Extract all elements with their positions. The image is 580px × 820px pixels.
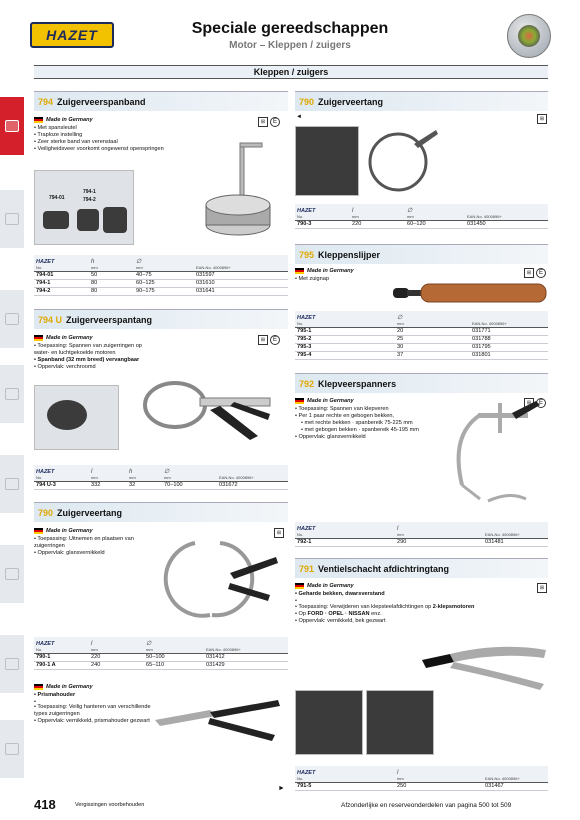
brake-icon	[5, 388, 19, 400]
product-image-prismahouder	[150, 690, 285, 750]
tool-icon	[5, 213, 19, 225]
table-row: 795-2 25 031788	[295, 335, 548, 343]
section-header-792: 792 Klepveerspanners	[295, 373, 548, 393]
german-flag-icon	[34, 684, 43, 690]
made-in-germany: Made in Germany	[34, 117, 93, 123]
table-row: 790-1 A 240 65–110 031429	[34, 661, 288, 669]
ruler-icon: ⊞	[258, 117, 268, 127]
made-in-germany: Made in Germany	[295, 583, 354, 589]
section-header-794: 794 Zuigerveerspanband	[34, 91, 288, 111]
tool-icon	[5, 568, 19, 580]
product-photo-794u-applied	[34, 385, 119, 450]
table-row: 795-1 20 031771	[295, 327, 548, 335]
ruler-icon: ⊞	[524, 398, 534, 408]
feature-list: • Toepassing: Spannen van zuigerringen op water- en luchtgekoelde motoren • Spanband (32 mm breed) vervangbaar • Oppervlak: verchroomd	[34, 343, 144, 371]
tool-icon	[5, 478, 19, 490]
product-image-790	[150, 535, 280, 625]
product-photo-791-applied-2	[366, 690, 434, 755]
spec-icons	[258, 117, 280, 127]
spec-table-790: HAZET No. l mm ∅ mm EAN-No. 4000896+ 790-1 220 50–100 031412 790-1 A 240 65–110 031429	[34, 637, 288, 670]
product-image-792	[440, 395, 545, 513]
next-arrow-icon[interactable]: ►	[278, 785, 285, 792]
category-badge-icon	[507, 14, 551, 58]
table-row: 795-4 37 031801	[295, 351, 548, 359]
german-flag-icon	[295, 583, 304, 589]
e-spec-icon: E	[536, 398, 546, 408]
spec-table-794: HAZET No. h mm ∅ mm EAN-No. 4000896+ 794-01 50 40–75 031597 794-1 80 60–125 031610 794-2 80 90–175 031641	[34, 255, 288, 296]
ruler-icon: ⊞	[258, 335, 268, 345]
footer-reference: Afzonderlijke en reserveonderdelen van pagina 500 tot 509	[341, 802, 512, 809]
made-in-germany: Made in Germany	[34, 684, 93, 690]
product-photo-791-applied-1	[295, 690, 363, 755]
table-row: 794-01 50 40–75 031597	[34, 271, 288, 279]
page-subtitle: Motor – Kleppen / zuigers	[229, 40, 351, 51]
ruler-icon: ⊞	[537, 114, 547, 124]
feature-list: • Met spansleutel • Traploze instelling • Zeer sterke band van verenstaal • Veiligheidsveer voorkomt ongewenst openspringen	[34, 125, 254, 153]
table-row: 795-3 30 031795	[295, 343, 548, 351]
tool-icon	[5, 658, 19, 670]
ruler-icon: ⊞	[537, 583, 547, 593]
product-image-791	[420, 632, 548, 692]
engine-icon	[5, 120, 19, 132]
tool-icon	[5, 313, 19, 325]
german-flag-icon	[34, 117, 43, 123]
table-row: 790-1 220 50–100 031412	[34, 653, 288, 661]
product-image-794u	[140, 370, 280, 450]
spec-table-790-3: HAZET No. l mm ∅ mm EAN-No. 4000896+ 790-3 220 60–120 031450	[295, 204, 548, 229]
table-row: 794-1 80 60–125 031610	[34, 279, 288, 287]
side-tab-4[interactable]	[0, 365, 24, 425]
footer-note: Vergissingen voorbehouden	[75, 802, 145, 808]
spec-table-792: HAZET No. l mm EAN-No. 4000896+ 792-1 290 031481	[295, 522, 548, 547]
side-tab-8[interactable]	[0, 720, 24, 780]
ruler-icon: ⊞	[274, 528, 284, 538]
german-flag-icon	[295, 398, 304, 404]
section-header-790: 790 Zuigerveertang	[34, 502, 288, 522]
section-header-794u: 794 U Zuigerveerspantang	[34, 309, 288, 329]
made-in-germany: Made in Germany	[295, 268, 354, 274]
side-tab-7[interactable]	[0, 635, 24, 695]
spec-icons	[537, 114, 547, 124]
made-in-germany: Made in Germany	[34, 335, 93, 341]
feature-list: • Met zuignap	[295, 276, 395, 283]
page-title: Speciale gereedschappen	[191, 20, 389, 37]
side-tab-5[interactable]	[0, 455, 24, 515]
feature-list: • Toepassing: Spannen van klepveren • Per 1 paar rechte en gebogen bekken, • met rechte bekken · spanbereik 75-225 mm • met gebogen bekken · spanbereik 45-195 mm • Oppervlak: glansvernikkeld	[295, 406, 465, 441]
ruler-icon: ⊞	[524, 268, 534, 278]
product-image-794	[180, 135, 280, 245]
side-tab-2[interactable]	[0, 190, 24, 250]
table-row: 790-3 220 60–120 031450	[295, 220, 548, 228]
spec-table-794u: HAZET No. l mm h mm ∅ mm EAN-No. 4000896+ 794 U-3 332 32 70–100 031672	[34, 465, 288, 490]
side-tab-3[interactable]	[0, 290, 24, 350]
product-photo-790-applied	[295, 126, 359, 196]
feature-list: • Toepassing: Uitnemen en plaatsen van zuigerringen • Oppervlak: glansvernikkeld	[34, 536, 144, 557]
product-image-795	[393, 278, 548, 308]
spec-icons	[537, 583, 547, 593]
e-spec-icon: E	[270, 335, 280, 345]
table-row: 794-2 80 90–175 031641	[34, 287, 288, 295]
feature-list: • Geharde bekken, dwarsverstand • • Toepassing: Verwijderen van klepsteelafdichtingen op 2-klepsmotoren • Op FORD · OPEL · NISSAN enz. • Oppervlak: vernikkeld, bek gezwart	[295, 591, 525, 625]
german-flag-icon	[34, 335, 43, 341]
product-photo-794-set: 794-01 794-1 794-2	[34, 170, 134, 245]
made-in-germany: Made in Germany	[295, 398, 354, 404]
made-in-germany: Made in Germany	[34, 528, 93, 534]
prev-arrow-icon[interactable]: ◄	[296, 114, 302, 120]
tool-icon	[5, 743, 19, 755]
e-spec-icon: E	[536, 268, 546, 278]
side-tab-engine[interactable]	[0, 97, 24, 157]
german-flag-icon	[34, 528, 43, 534]
e-spec-icon: E	[270, 117, 280, 127]
section-header-795: 795 Kleppenslijper	[295, 244, 548, 264]
section-header-791: 791 Ventielschacht afdichtringtang	[295, 558, 548, 578]
spec-table-791: HAZET No. l mm EAN-No. 4000896+ 791-5 250 031467	[295, 766, 548, 791]
product-image-790-3	[362, 126, 442, 196]
spec-table-795: HAZET No. ∅ mm EAN-No. 4000896+ 795-1 20 031771 795-2 25 031788 795-3 30 031795 795-4 37 031801	[295, 311, 548, 360]
hazet-logo: HAZET	[30, 22, 114, 48]
table-row: 794 U-3 332 32 70–100 031672	[34, 481, 288, 489]
page-number: 418	[34, 797, 56, 812]
table-row: 792-1 290 031481	[295, 538, 548, 546]
side-tab-6[interactable]	[0, 545, 24, 605]
category-bar: Kleppen / zuigers	[34, 65, 548, 79]
section-header-790-right: 790 Zuigerveertang	[295, 91, 548, 111]
spec-icons	[524, 268, 546, 278]
spec-icons	[258, 335, 280, 345]
feature-list: • Prismahouder • • Toepassing: Veilig hanteren van verschillende types zuigerringen • Oppervlak: vernikkeld, prismahouder gezwart	[34, 692, 164, 725]
german-flag-icon	[295, 268, 304, 274]
table-row: 791-5 250 031467	[295, 782, 548, 790]
